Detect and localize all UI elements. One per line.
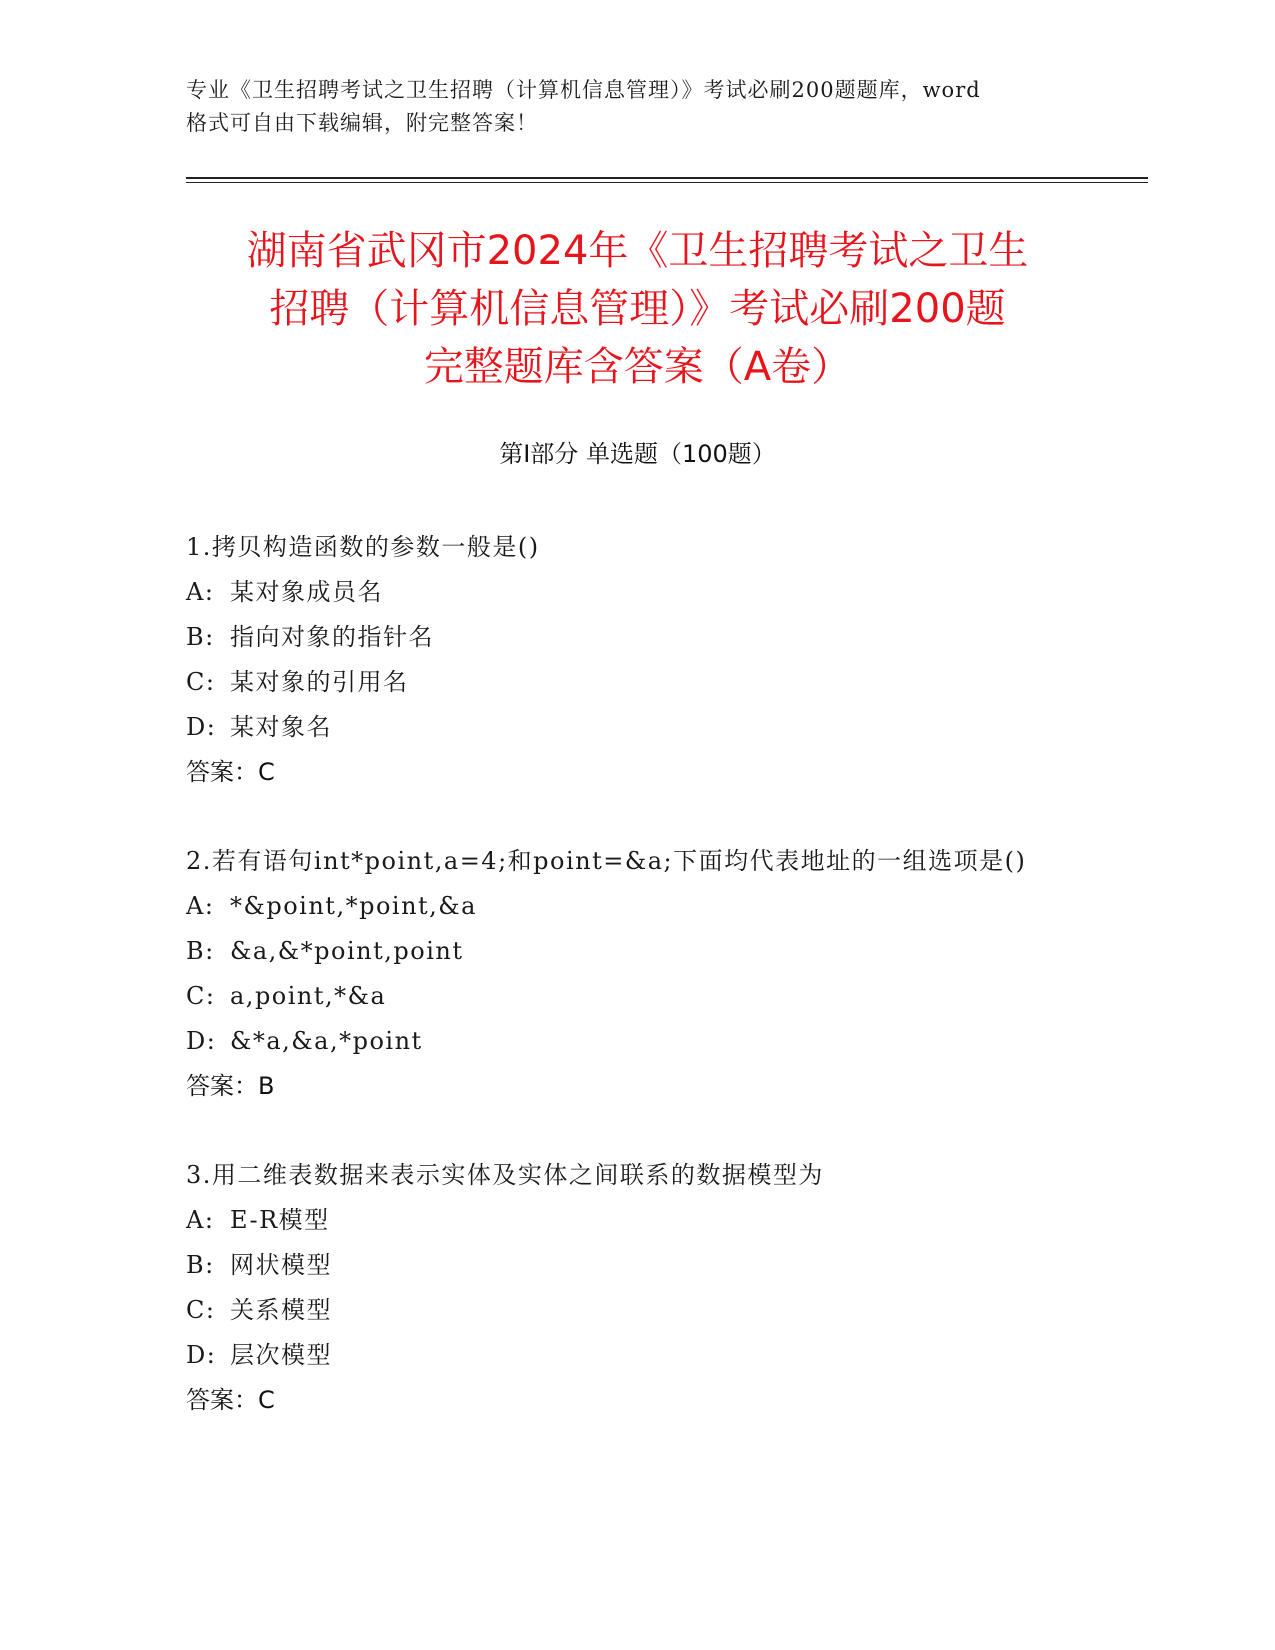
option-b [186,929,1086,974]
option-text: &*a,&a,*point [230,1027,423,1055]
option-b [186,1243,1086,1288]
document-title-line-1: 湖南省武冈市2024年《卫生招聘考试之卫生 [246,228,1029,274]
option-text: 层次模型 [230,1341,332,1369]
option-text: *&point,*point,&a [230,892,477,920]
question-1 [186,525,1086,795]
option-a [186,1198,1086,1243]
option-text: E-R模型 [230,1206,330,1234]
option-letter: A: [186,578,215,606]
option-letter: D: [186,1027,217,1055]
section-heading: 第Ⅰ部分 单选题（100题） [499,440,776,468]
document-title-line-3: 完整题库含答案（A卷） [423,344,852,390]
answer-line: 答案：C [186,758,275,786]
option-letter: A: [186,1206,215,1234]
header-note-line-2: 格式可自由下载编辑，附完整答案！ [186,111,538,135]
option-letter: C: [186,1296,216,1324]
answer-line: 答案：B [186,1072,275,1100]
option-text: 某对象成员名 [230,578,383,606]
answer-line: 答案：C [186,1386,275,1414]
question-stem: 1.拷贝构造函数的参数一般是() [186,533,540,561]
option-c [186,974,1086,1019]
question-list [186,525,1086,1467]
option-text: 关系模型 [230,1296,332,1324]
question-stem: 2.若有语句int*point,a=4;和point=&a;下面均代表地址的一组选项是() [186,847,1027,875]
option-letter: C: [186,668,216,696]
header-rule-thick [186,177,1148,179]
option-letter: D: [186,1341,217,1369]
option-letter: D: [186,713,217,741]
question-stem: 3.用二维表数据来表示实体及实体之间联系的数据模型为 [186,1161,824,1189]
option-c [186,660,1086,705]
option-text: &a,&*point,point [230,937,464,965]
option-text: 指向对象的指针名 [230,623,434,651]
option-text: 网状模型 [230,1251,332,1279]
question-2 [186,839,1086,1109]
document-title-line-2: 招聘（计算机信息管理）》考试必刷200题 [269,286,1006,332]
option-text: a,point,*&a [230,982,387,1010]
option-text: 某对象的引用名 [230,668,409,696]
header-rule-thin [186,182,1148,183]
option-b [186,615,1086,660]
option-letter: B: [186,1251,215,1279]
option-a [186,884,1086,929]
option-d [186,1333,1086,1378]
option-a [186,570,1086,615]
option-d [186,705,1086,750]
header-note-line-1: 专业《卫生招聘考试之卫生招聘（计算机信息管理）》考试必刷200题题库，word [186,78,981,102]
document-title [150,222,1125,396]
option-letter: B: [186,623,215,651]
option-c [186,1288,1086,1333]
option-letter: A: [186,892,215,920]
header-note [186,74,1086,140]
option-letter: C: [186,982,216,1010]
question-3 [186,1153,1086,1423]
option-text: 某对象名 [230,713,332,741]
option-letter: B: [186,937,215,965]
option-d [186,1019,1086,1064]
